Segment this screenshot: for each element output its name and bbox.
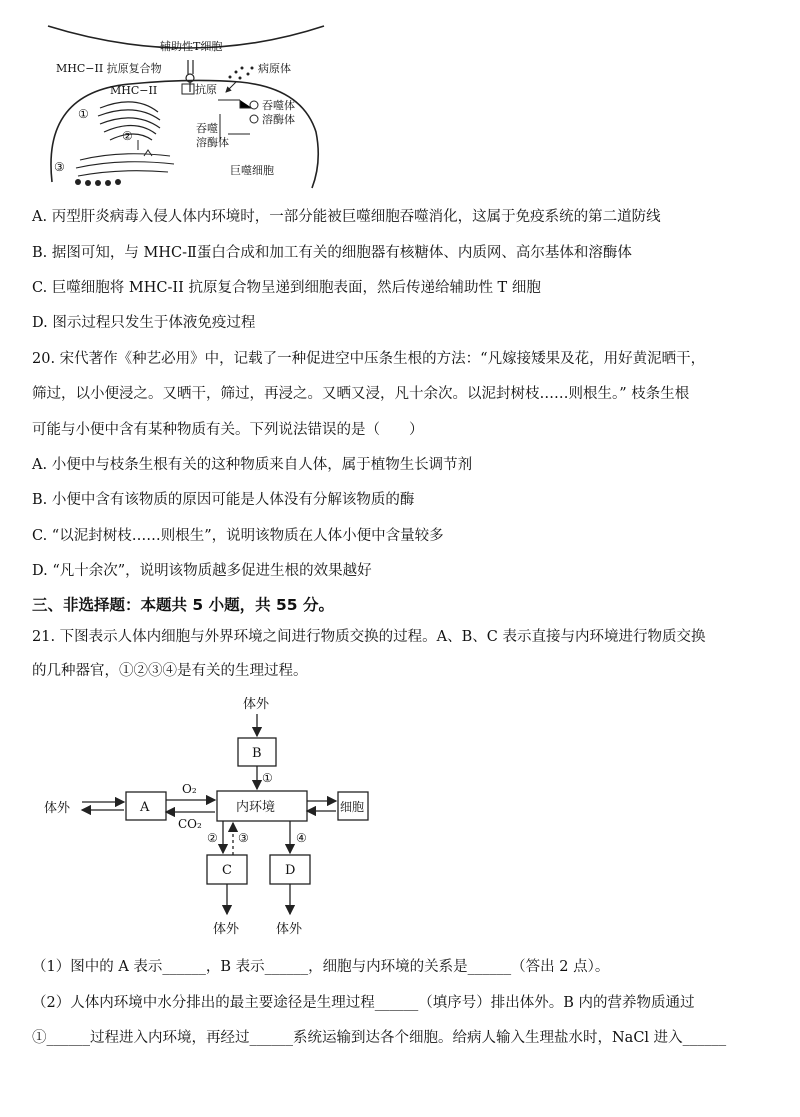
q19-option-b: B. 据图可知，与 MHC-Ⅱ蛋白合成和加工有关的细胞器有核糖体、内质网、高尔基体和溶酶体 (32, 245, 632, 261)
pathogen-dots (229, 67, 254, 80)
label-mark-3: ③ (54, 160, 65, 174)
label-phagosome: 吞噬体 (262, 99, 295, 112)
label-mhc-complex: MHC−II 抗原复合物 (56, 62, 162, 75)
q19-option-d: D. 图示过程只发生于体液免疫过程 (32, 315, 256, 331)
label-outside-c: 体外 (213, 922, 240, 937)
section-3-heading: 三、非选择题：本题共 5 小题，共 55 分。 (32, 596, 334, 614)
q20-option-b: B. 小便中含有该物质的原因可能是人体没有分解该物质的酶 (32, 492, 415, 508)
q20-stem-2: 筛过，以小便浸之。又晒干，筛过，再浸之。又晒又浸，凡十余次。以泥封树枝……则根生。” 枝条生根 (32, 386, 690, 402)
label-mhc2: MHC−II (110, 84, 158, 97)
label-box-c: C (222, 863, 232, 878)
q20-option-d: D. “凡十余次”，说明该物质越多促进生根的效果越好 (32, 563, 372, 579)
lysosome-shape (250, 115, 258, 123)
q20-option-c: C. “以泥封树枝……则根生”，说明该物质在人体小便中含量较多 (32, 528, 444, 544)
label-box-b: B (252, 746, 262, 761)
q19-option-c: C. 巨噬细胞将 MHC-II 抗原复合物呈递到细胞表面，然后传递给辅助性 T 细胞 (32, 280, 541, 296)
label-macrophage: 巨噬细胞 (230, 164, 274, 177)
label-phagolysosome-2: 溶酶体 (196, 136, 229, 149)
label-outside-d: 体外 (276, 922, 303, 937)
label-process-3: ③ (238, 831, 249, 845)
q20-stem-1: 20. 宋代著作《种艺必用》中，记载了一种促进空中压条生根的方法：“凡嫁接矮果及花，用好黄泥晒干， (32, 351, 706, 367)
q21-stem-1: 21. 下图表示人体内细胞与外界环境之间进行物质交换的过程。A、B、C 表示直接与内环境进行物质交换 (32, 629, 706, 645)
t-cell-receptor (188, 60, 193, 74)
q21-sub-2-line-1: （2）人体内环境中水分排出的最主要途径是生理过程______（填序号）排出体外。B 内的营养物质通过 (32, 995, 695, 1011)
label-internal-env: 内环境 (236, 800, 276, 815)
q21-stem-2: 的几种器官，①②③④是有关的生理过程。 (32, 663, 308, 679)
q21-sub-2-line-2: ①______过程进入内环境，再经过______系统运输到达各个细胞。给病人输入生理盐水时，NaCl 进入______ (32, 1030, 727, 1046)
label-mark-2: ② (122, 129, 133, 143)
label-process-1: ① (262, 771, 273, 785)
macrophage-figure (40, 22, 330, 190)
label-outside-left: 体外 (44, 801, 71, 816)
label-antigen: 抗原 (195, 83, 217, 96)
label-lysosome: 溶酶体 (262, 113, 295, 126)
q19-option-a: A. 丙型肝炎病毒入侵人体内环境时，一部分能被巨噬细胞吞噬消化，这属于免疫系统的第二道防线 (32, 209, 661, 225)
label-mark-1: ① (78, 107, 89, 121)
ribosomes (75, 179, 121, 186)
label-process-4: ④ (296, 831, 307, 845)
phagosome-shape (250, 101, 258, 109)
q20-option-a: A. 小便中与枝条生根有关的这种物质来自人体，属于植物生长调节剂 (32, 457, 473, 473)
label-cell: 细胞 (340, 800, 365, 814)
endoplasmic-reticulum (76, 154, 174, 176)
q21-sub-1: （1）图中的 A 表示______，B 表示______，细胞与内环境的关系是______（答出 2 点）。 (32, 959, 610, 975)
label-co2: CO₂ (178, 817, 202, 831)
label-outside-top: 体外 (243, 697, 270, 712)
q20-stem-3: 可能与小便中含有某种物质有关。下列说法错误的是（ ） (32, 422, 424, 438)
label-pathogen: 病原体 (258, 62, 291, 75)
label-o2: O₂ (182, 782, 197, 796)
label-phagolysosome-1: 吞噬 (196, 122, 218, 135)
antigen-marker (182, 84, 194, 94)
label-box-a: A (140, 800, 150, 815)
label-helper-t-cell: 辅助性T细胞 (160, 40, 223, 53)
macrophage-membrane (51, 80, 318, 188)
label-process-2: ② (207, 831, 218, 845)
label-box-d: D (285, 863, 296, 878)
exchange-diagram (40, 690, 370, 945)
